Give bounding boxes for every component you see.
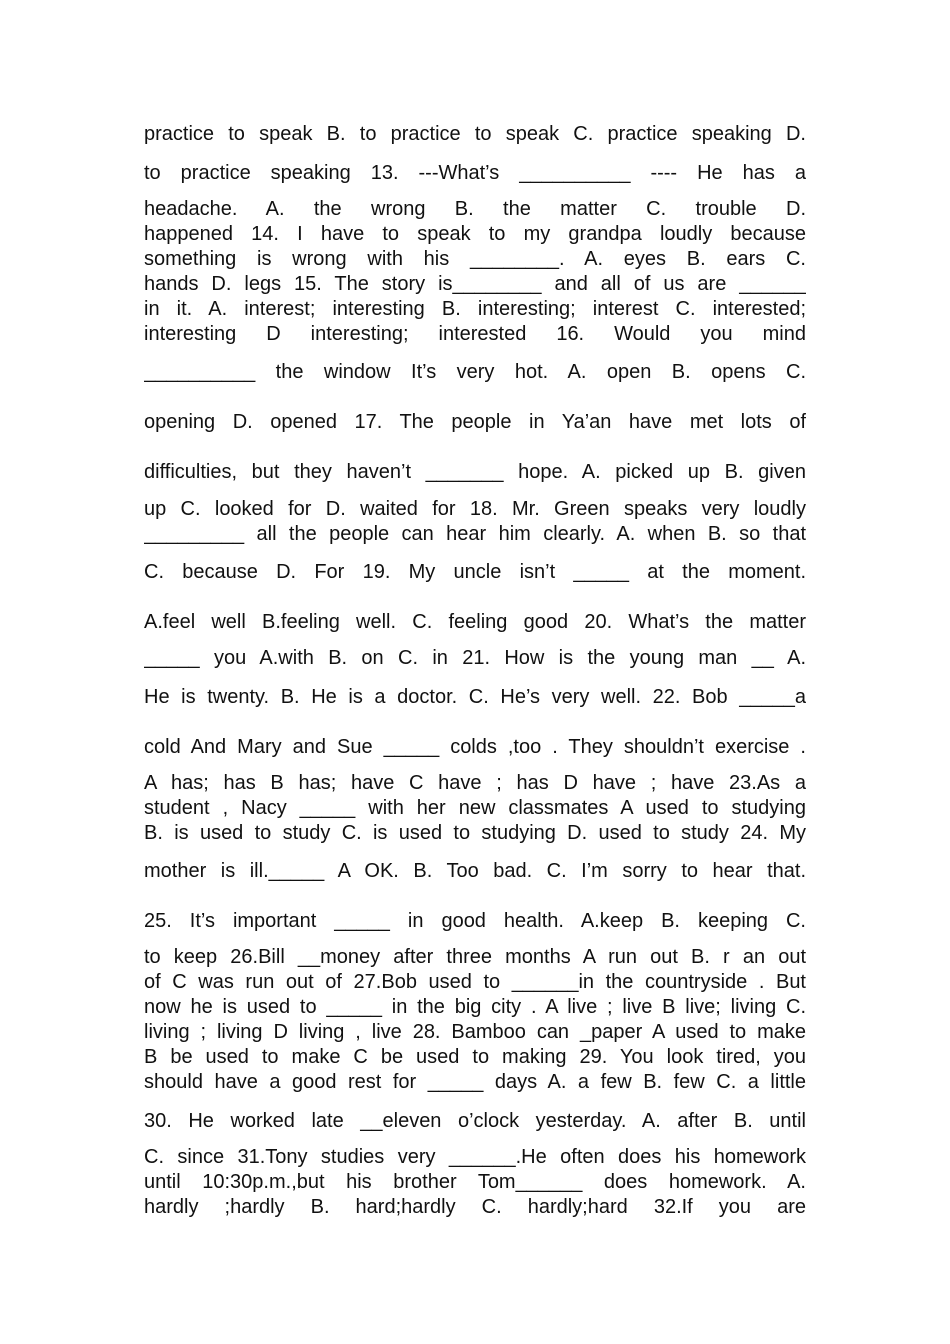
text-line: C. because D. For 19. My uncle isn’t _____ at the moment.	[144, 561, 806, 583]
text-line: living ; living D living , live 28. Bamboo can _paper A used to make	[144, 1021, 806, 1043]
text-line: cold And Mary and Sue _____ colds ,too . They shouldn’t exercise .	[144, 736, 806, 758]
text-line: in it. A. interest; interesting B. interesting; interest C. interested;	[144, 298, 806, 320]
text-line: B be used to make C be used to making 29. You look tired, you	[144, 1046, 806, 1068]
text-line: something is wrong with his ________. A. eyes B. ears C.	[144, 248, 806, 270]
text-line: student , Nacy _____ with her new classmates A used to studying	[144, 797, 806, 819]
text-line: C. since 31.Tony studies very ______.He often does his homework	[144, 1146, 806, 1168]
text-line: to keep 26.Bill __money after three months A run out B. r an out	[144, 946, 806, 968]
text-line: _____ you A.with B. on C. in 21. How is the young man __ A.	[144, 647, 806, 669]
text-line: to practice speaking 13. ---What’s __________ ---- He has a	[144, 162, 806, 184]
text-line: should have a good rest for _____ days A. a few B. few C. a little	[144, 1071, 806, 1093]
text-line: B. is used to study C. is used to studying D. used to study 24. My	[144, 822, 806, 844]
text-line: 25. It’s important _____ in good health. A.keep B. keeping C.	[144, 910, 806, 932]
text-line: happened 14. I have to speak to my grandpa loudly because	[144, 223, 806, 245]
text-line: 30. He worked late __eleven o’clock yesterday. A. after B. until	[144, 1110, 806, 1132]
text-line: hands D. legs 15. The story is________ and all of us are ______	[144, 273, 806, 295]
text-line: __________ the window It’s very hot. A. open B. opens C.	[144, 361, 806, 383]
text-line: practice to speak B. to practice to speak C. practice speaking D.	[144, 123, 806, 145]
text-line: hardly ;hardly B. hard;hardly C. hardly;hard 32.If you are	[144, 1196, 806, 1218]
text-line: up C. looked for D. waited for 18. Mr. Green speaks very loudly	[144, 498, 806, 520]
text-line: A has; has B has; have C have ; has D have ; have 23.As a	[144, 772, 806, 794]
text-line: He is twenty. B. He is a doctor. C. He’s very well. 22. Bob _____a	[144, 686, 806, 708]
text-line: opening D. opened 17. The people in Ya’an have met lots of	[144, 411, 806, 433]
text-line: interesting D interesting; interested 16. Would you mind	[144, 323, 806, 345]
text-line: A.feel well B.feeling well. C. feeling good 20. What’s the matter	[144, 611, 806, 633]
text-line: of C was run out of 27.Bob used to ______in the countryside . But	[144, 971, 806, 993]
text-line: now he is used to _____ in the big city . A live ; live B live; living C.	[144, 996, 806, 1018]
text-line: _________ all the people can hear him clearly. A. when B. so that	[144, 523, 806, 545]
text-line: headache. A. the wrong B. the matter C. trouble D.	[144, 198, 806, 220]
document-body	[144, 118, 806, 1220]
text-line: difficulties, but they haven’t _______ hope. A. picked up B. given	[144, 461, 806, 483]
text-line: mother is ill._____ A OK. B. Too bad. C. I’m sorry to hear that.	[144, 860, 806, 882]
text-line: until 10:30p.m.,but his brother Tom______ does homework. A.	[144, 1171, 806, 1193]
